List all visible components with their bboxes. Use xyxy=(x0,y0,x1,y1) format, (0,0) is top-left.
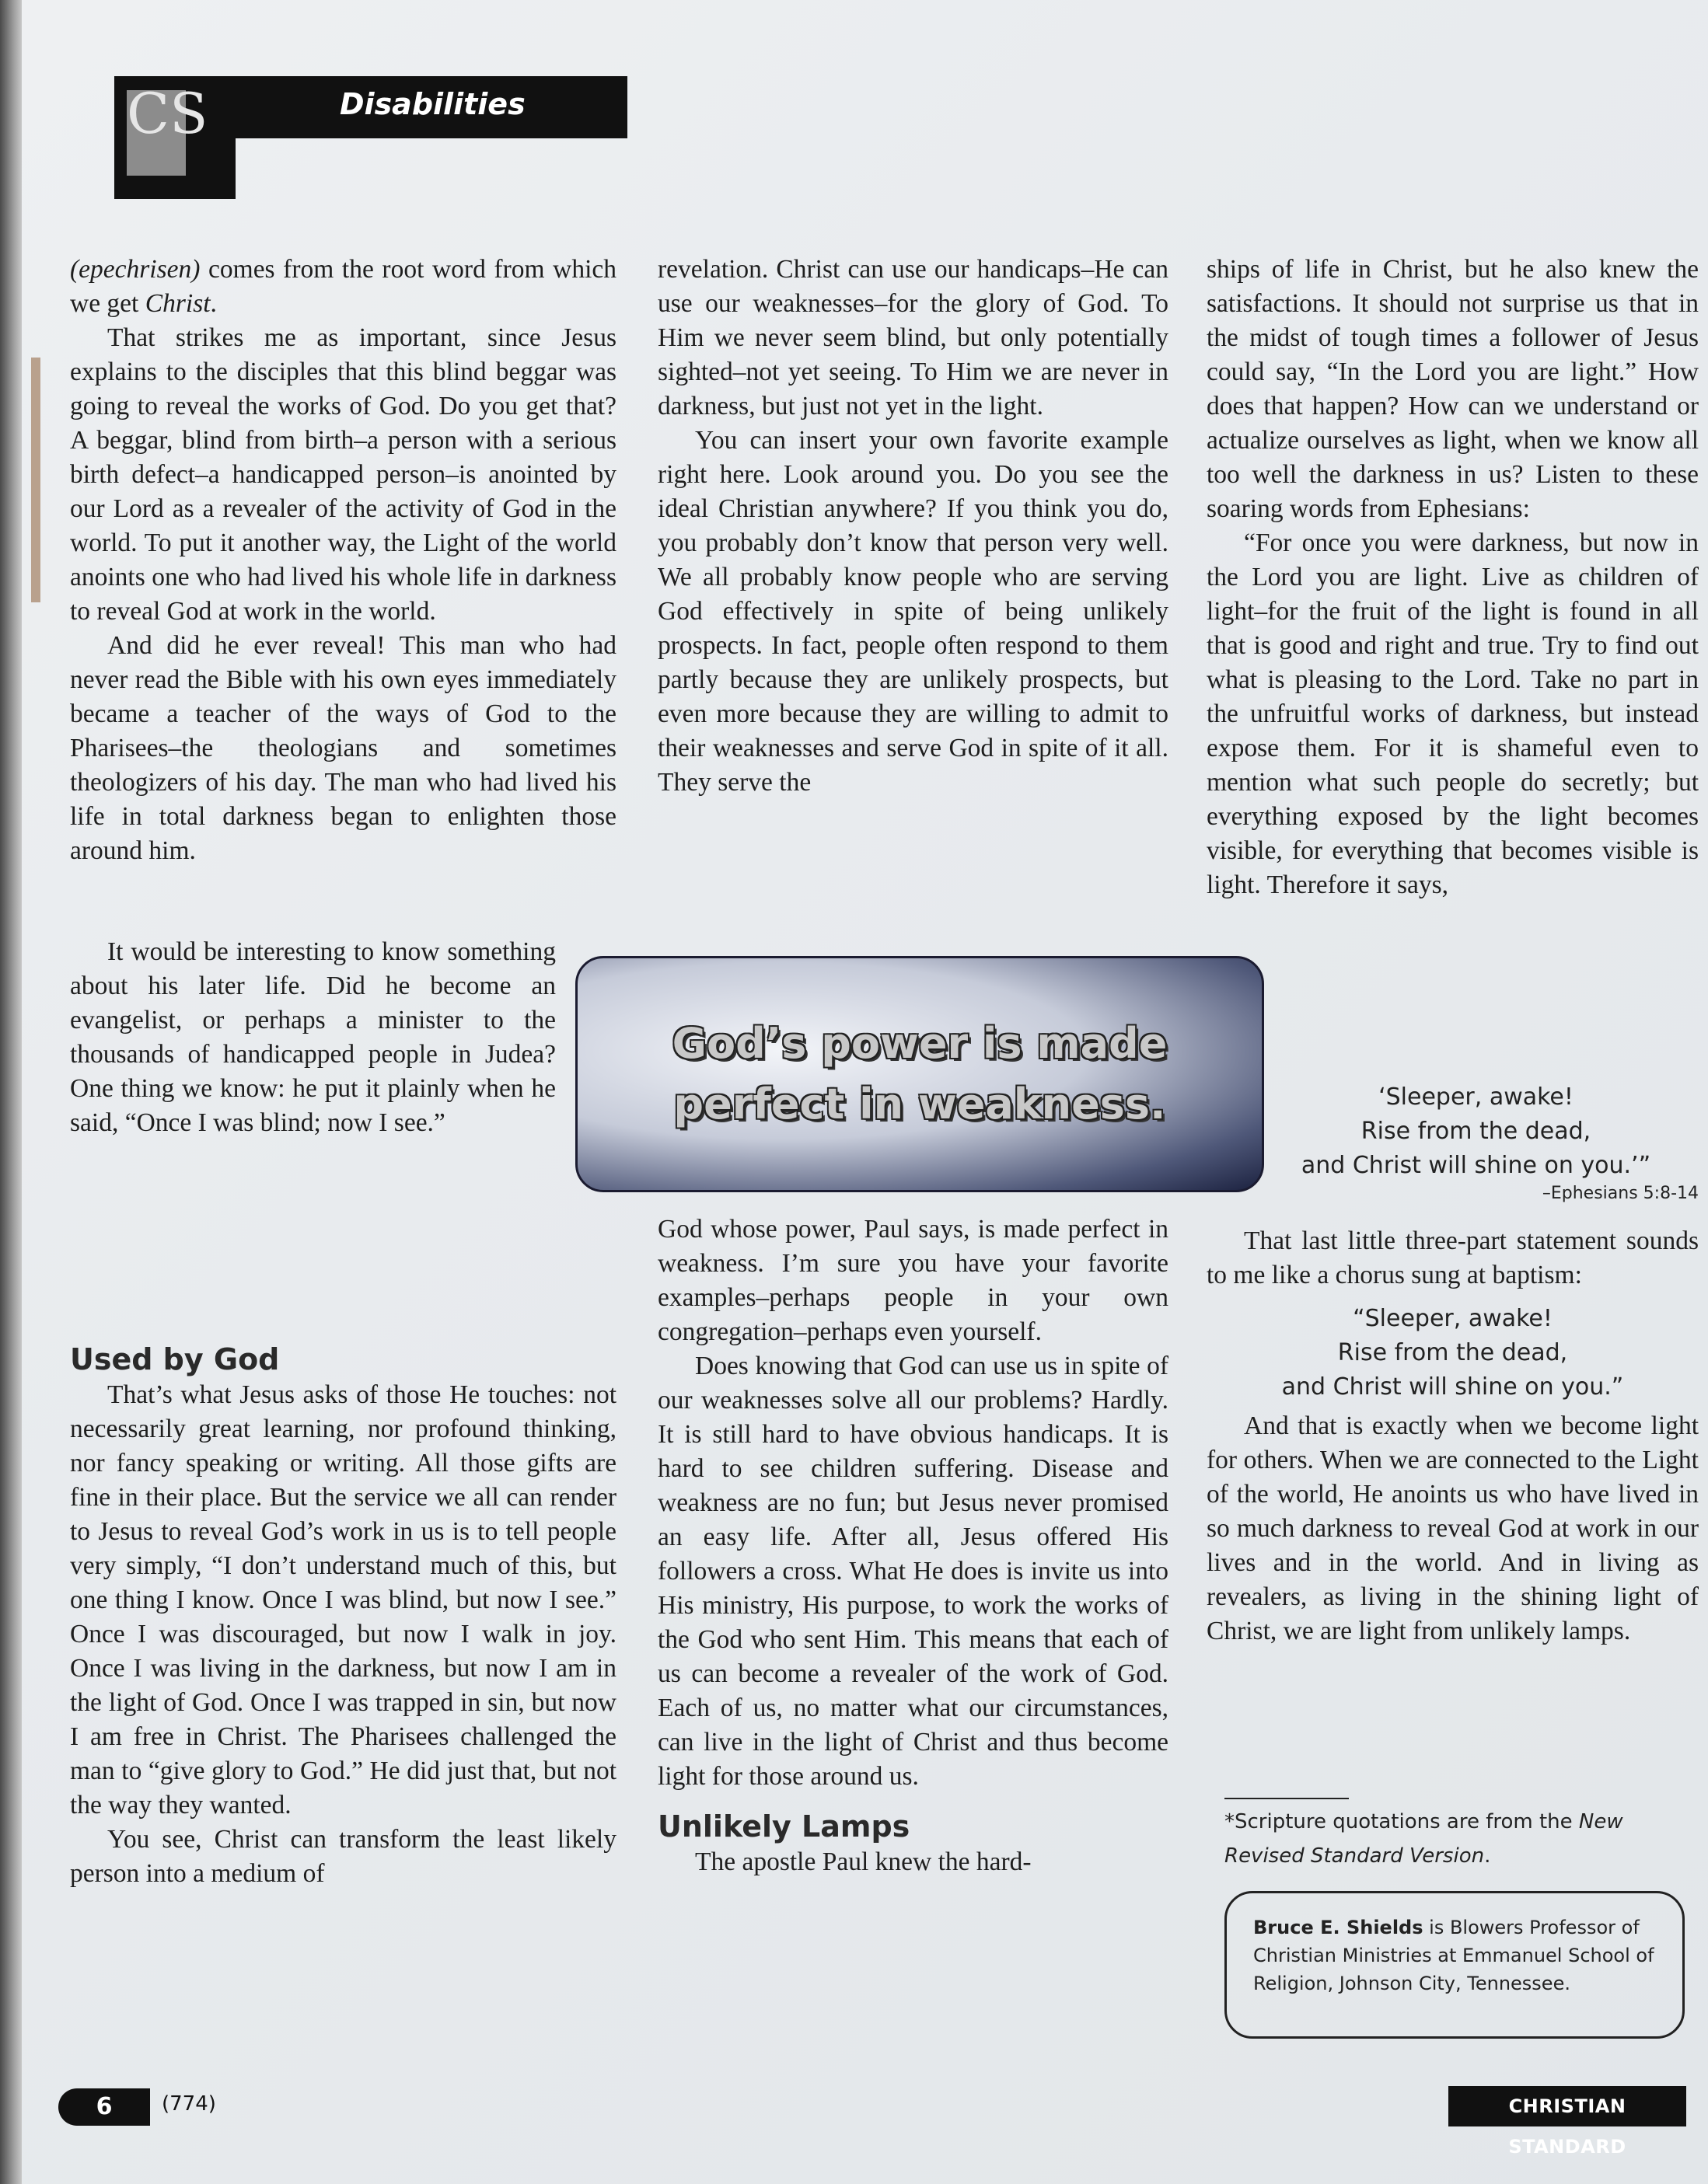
footnote: *Scripture quotations are from the New Revised Standard Version. xyxy=(1224,1810,1623,1868)
issue-page-number: (774) xyxy=(162,2092,216,2116)
page-binding xyxy=(0,0,22,2184)
paragraph: The apostle Paul knew the hard- xyxy=(695,1847,1032,1876)
column-3-lower xyxy=(1207,1224,1699,1648)
footnote-rule xyxy=(1224,1798,1349,1799)
paragraph: You see, Christ can transform the least likely person into a medium of xyxy=(70,1825,616,1888)
paragraph: That strikes me as important, since Jesus explains to the disciples that this blind beggar was going to reveal the works of God. Do you get that? A beggar, blind from birth–a person with a serious birth defect–a handicapped person–is anointed by our Lord as a revealer of the activity of God in the world. To put it another way, the Light of the world anoints one who had lived his whole life in darkness to reveal God at work in the world. xyxy=(70,323,616,626)
author-bio-text: is Blowers Professor of Christian Ministries at Emmanuel School of Religion, Johnson City, Tennessee. xyxy=(1253,1917,1654,1994)
cs-logo-letters: CS xyxy=(127,90,186,176)
bookmark-strip xyxy=(31,358,40,602)
column-3 xyxy=(1207,253,1699,902)
paragraph: revelation. Christ can use our handicaps–He can use our weaknesses–for the glory of God. To Him we never seem blind, but only potentially sighted–not yet seeing. To Him we are never in darkness, but just not yet in the light. xyxy=(658,255,1168,420)
paragraph: That last little three-part statement sounds to me like a chorus sung at baptism: xyxy=(1207,1226,1699,1289)
author-name: Bruce E. Shields xyxy=(1253,1917,1423,1938)
pull-quote: God’s power is made perfect in weakness. xyxy=(672,1019,1168,1129)
paragraph: It would be interesting to know something about his later life. Did he become an evangelist, or perhaps a minister to the thousands of handicapped people in Judea? One thing we know: he put it plainly when he said, “Once I was blind; now I see.” xyxy=(70,937,556,1137)
paragraph: You can insert your own favorite example right here. Look around you. Do you see the ideal Christian anywhere? If you think you do, you probably don’t know that person very well. We all probably know people who are serving God effectively in spite of being unlikely prospects. In fact, people often respond to them partly because they are unlikely prospects, but even more because they are willing to admit to their weaknesses and serve God in spite of it all. They serve the xyxy=(658,426,1168,797)
paragraph: Does knowing that God can use us in spite of our weaknesses solve all our problems? Hardly. It is still hard to have obvious handicaps. It is hard to see children suffering. Disease and weakness are no fun; but Jesus never promised an easy life. After all, Jesus offered His followers a cross. What He does is invite us into His ministry, His purpose, to work the works of the God who sent Him. This means that each of us can become a revealer of the work of God. Each of us, no matter what our circumstances, can live in the light of Christ and thus become light for those around us. xyxy=(658,1352,1168,1791)
magazine-name: CHRISTIAN STANDARD xyxy=(1448,2086,1686,2126)
column-3-verse xyxy=(1207,1080,1699,1205)
paragraph: That’s what Jesus asks of those He touches: not necessarily great learning, nor profound thinking, nor fancy speaking or writing. All those gifts are fine in their place. But the service we all can render to Jesus to reveal God’s work in us is to tell people very simply, “I don’t understand much of this, but one thing I know. Once I was blind, but now I see.” Once I was discouraged, but now I walk in joy. Once I was living in the darkness, but now I am in the light of God. Once I was trapped in sin, but now I am free in Christ. The Pharisees challenged the man to “give glory to God.” He did just that, but not the way they wanted. xyxy=(70,1380,616,1819)
cs-logo xyxy=(114,78,236,199)
scripture-reference: –Ephesians 5:8-14 xyxy=(1542,1184,1699,1203)
paragraph: God whose power, Paul says, is made perfect in weakness. I’m sure you have your favorite examples–perhaps people in your own congregation–perhaps even yourself. xyxy=(658,1215,1168,1346)
paragraph: ships of life in Christ, but he also knew the satisfactions. It should not surprise us that in the midst of tough times a follower of Jesus could say, “In the Lord you are light.” How does that happen? How can we understand or actualize ourselves as light, when we know all too well the darkness in us? Listen to these soaring words from Ephesians: xyxy=(1207,255,1699,523)
page-number: 6 xyxy=(58,2088,150,2126)
column-2 xyxy=(658,253,1168,800)
scripture-chorus: “Sleeper, awake! Rise from the dead, and Christ will shine on you.” xyxy=(1281,1305,1624,1401)
paragraph: And that is exactly when we become light for others. When we are connected to the Light of the world, He anoints us who have lived in so much darkness to reveal God at work in our lives and in the world. And in living as revealers, as living in the shining light of Christ, we are light from unlikely lamps. xyxy=(1207,1411,1699,1645)
column-1-continued xyxy=(70,935,556,1140)
scripture-verse: ‘Sleeper, awake! Rise from the dead, and Christ will shine on you.’” xyxy=(1301,1083,1651,1179)
column-2-lower xyxy=(658,1212,1168,1879)
column-1-lower xyxy=(70,1341,616,1891)
section-title: Disabilities xyxy=(340,87,526,121)
section-heading: Unlikely Lamps xyxy=(658,1809,910,1844)
paragraph: (epechrisen) comes from the root word from which we get Christ. xyxy=(70,255,616,318)
paragraph: “For once you were darkness, but now in the Lord you are light. Live as children of light–for the fruit of the light is found in all that is good and right and true. Try to find out what is pleasing to the Lord. Take no part in the unfruitful works of darkness, but instead expose them. For it is shameful even to mention what such people do secretly; but everything exposed by the light becomes visible, for everything that becomes visible is light. Therefore it says, xyxy=(1207,529,1699,899)
author-bio-box xyxy=(1224,1891,1685,2039)
pull-quote-box xyxy=(575,956,1264,1192)
column-1 xyxy=(70,253,616,868)
section-heading: Used by God xyxy=(70,1342,280,1376)
paragraph: And did he ever reveal! This man who had never read the Bible with his own eyes immediately became a teacher of the ways of God to the Pharisees–the theologians and sometimes theologizers of his day. The man who had lived his life in total darkness began to enlighten those around him. xyxy=(70,631,616,865)
